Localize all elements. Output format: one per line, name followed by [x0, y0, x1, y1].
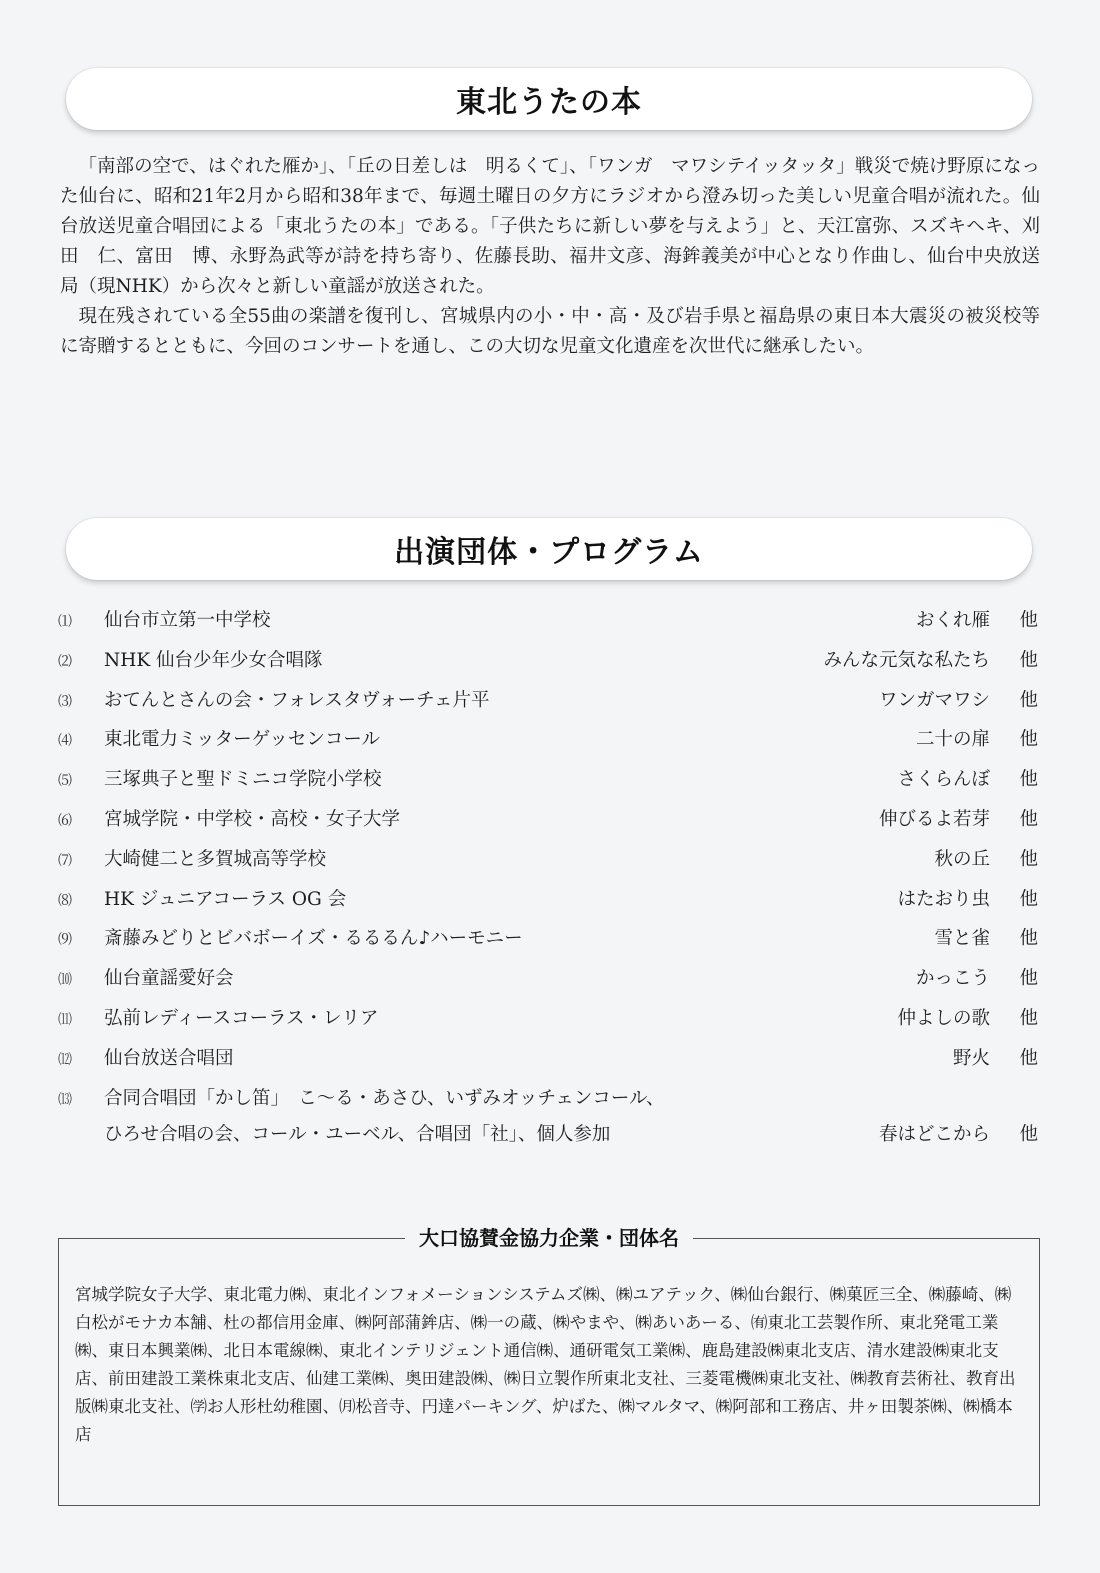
sponsor-title: 大口協賛金協力企業・団体名	[405, 1222, 693, 1251]
performer-name: 宮城学院・中学校・高校・女子大学	[104, 808, 401, 830]
program-number: ⑸	[58, 773, 72, 790]
song-title: おくれ雁	[915, 610, 990, 631]
performer-name: HK ジュニアコーラス OG 会	[104, 888, 347, 910]
program-number: ⑾	[58, 1011, 72, 1028]
sponsor-box	[58, 1226, 1040, 1506]
program-item	[58, 802, 1038, 842]
performer-name: 三塚典子と聖ドミニコ学院小学校	[104, 769, 382, 791]
program-number: ⑴	[58, 614, 72, 630]
song-title: ワンガマワシ	[878, 689, 990, 711]
program-number: ⑺	[58, 852, 72, 869]
others-label: 他	[1019, 1123, 1038, 1145]
others-label: 他	[1019, 769, 1038, 791]
section-banner-program	[66, 518, 1032, 580]
others-label: 他	[1019, 808, 1038, 830]
program-item	[58, 683, 1038, 723]
program-number: ⑹	[58, 812, 72, 829]
program-number: ⑼	[58, 932, 72, 949]
performer-name: 斎藤みどりとビバボーイズ・るるるん♪ハーモニー	[104, 928, 523, 950]
intro-paragraph: 「南部の空で、はぐれた雁か」、「丘の日差しは 明るくて」、「ワンガ マワシテイッタッタ」戦災で焼け野原になった仙台に、昭和21年2月から昭和38年まで、毎週土曜日の夕方にラジオから澄み切った美しい児童合唱が流れた。仙台放送児童合唱団による「東北うたの本」である。「子供たちに新しい夢を与えよう」と、天江富弥、スズキヘキ、刈田 仁、富田 博、永野為武等が詩を持ち寄り、佐藤長助、福井文彦、海鉾義美が中心となり作曲し、仙台中央放送局（現NHK）から次々と新しい童謡が放送された。	[60, 156, 1040, 297]
section-title: 出演団体・プログラム	[394, 535, 704, 570]
sponsor-list: 宮城学院女子大学、東北電力㈱、東北インフォメーションシステムズ㈱、㈱ユアテック、㈱仙台銀行、㈱菓匠三全、㈱藤崎、㈱白松がモナカ本舗、杜の都信用金庫、㈱阿部蒲鉾店、㈱一の蔵、㈱やまや、㈱あいあーる、㈲東北工芸製作所、東北発電工業㈱、東日本興業㈱、北日本電線㈱、東北インテリジェント通信㈱、通研電気工業㈱、鹿島建設㈱東北支店、清水建設㈱東北支店、前田建設工業株東北支店、仙建工業㈱、奥田建設㈱、㈱日立製作所東北支社、三菱電機㈱東北支社、㈱教育芸術社、教育出版㈱東北支社、㈻お人形杜幼稚園、㈪松音寺、円達パーキング、炉ばた、㈱マルタマ、㈱阿部和工務店、井ヶ田製茶㈱、㈱橋本店	[75, 1285, 1016, 1444]
performer-name: 大崎健二と多賀城高等学校	[104, 848, 327, 870]
performer-line: ひろせ合唱の会、コール・ユーベル、合唱団「社」、個人参加	[104, 1123, 611, 1145]
program-item	[58, 762, 1038, 802]
program-number: ⑵	[58, 653, 72, 670]
program-item	[58, 643, 1038, 683]
song-title: 雪と雀	[934, 928, 990, 950]
intro-paragraph: 現在残されている全55曲の楽譜を復刊し、宮城県内の小・中・高・及び岩手県と福島県の東日本大震災の被災校等に寄贈するとともに、今回のコンサートを通し、この大切な児童文化遺産を次世代に継承したい。	[60, 306, 1040, 357]
others-label: 他	[1019, 729, 1038, 751]
performer-name: 東北電力ミッターゲッセンコール	[104, 729, 381, 751]
others-label: 他	[1019, 1007, 1038, 1029]
program-number: ⑷	[58, 733, 72, 750]
program-number: ⒀	[58, 1091, 72, 1108]
performer-name: 弘前レディースコーラス・レリア	[104, 1007, 379, 1029]
performer-name	[104, 1081, 879, 1153]
program-number: ⑶	[58, 693, 72, 710]
section-title: 東北うたの本	[456, 85, 642, 120]
song-title: 仲よしの歌	[897, 1007, 990, 1029]
song-title: 春はどこから	[878, 1123, 990, 1145]
song-title: はたおり虫	[897, 888, 990, 910]
program-number: ⑻	[58, 892, 72, 909]
program-item	[58, 1041, 1038, 1081]
program-number: ⑽	[58, 972, 72, 989]
others-label: 他	[1019, 968, 1038, 990]
performer-name: NHK 仙台少年少女合唱隊	[104, 649, 323, 671]
others-label: 他	[1019, 649, 1038, 671]
program-item	[58, 842, 1038, 882]
others-label: 他	[1019, 689, 1038, 711]
program-item	[58, 1001, 1038, 1041]
section-banner-tohoku-utanohon	[66, 68, 1032, 130]
performer-line: 合同合唱団「かし笛」 こ〜る・あさひ、いずみオッチェンコール、	[104, 1087, 665, 1109]
song-title: かっこう	[915, 968, 990, 990]
song-title: みんな元気な私たち	[823, 649, 990, 671]
song-title: 秋の丘	[934, 848, 990, 870]
others-label: 他	[1019, 848, 1038, 870]
performer-name: 仙台童謡愛好会	[104, 968, 234, 990]
performer-name: おてんとさんの会・フォレスタヴォーチェ片平	[104, 689, 490, 711]
program-item	[58, 882, 1038, 922]
song-title: さくらんぼ	[897, 769, 990, 791]
program-item	[58, 603, 1038, 643]
others-label: 他	[1019, 928, 1038, 950]
others-label: 他	[1019, 1047, 1038, 1069]
intro-text	[60, 152, 1040, 362]
program-item	[58, 722, 1038, 762]
performer-name: 仙台市立第一中学校	[104, 610, 271, 631]
song-title: 伸びるよ若芽	[878, 808, 990, 830]
song-title: 二十の扉	[915, 729, 990, 751]
program-item	[58, 921, 1038, 961]
program-item	[58, 961, 1038, 1001]
performer-name: 仙台放送合唱団	[104, 1047, 234, 1069]
program-list	[58, 603, 1038, 1153]
song-title: 野火	[952, 1047, 990, 1069]
others-label: 他	[1019, 888, 1038, 910]
program-number: ⑿	[58, 1051, 72, 1068]
program-item-joint-choir	[58, 1081, 1038, 1153]
others-label: 他	[1019, 610, 1038, 631]
